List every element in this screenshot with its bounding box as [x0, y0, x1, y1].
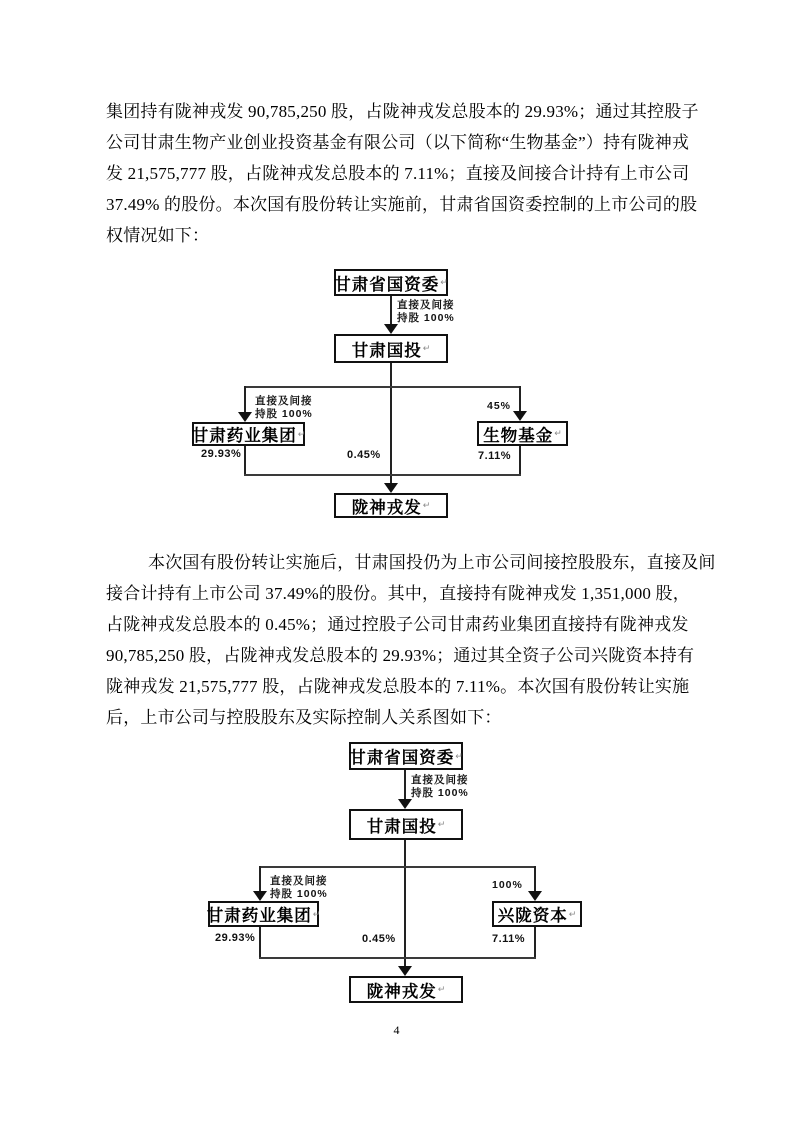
arrow-down-icon	[528, 891, 542, 901]
diagram-ownership-before	[0, 269, 793, 519]
connector-line	[244, 386, 246, 412]
connector-line	[390, 296, 392, 324]
connector-line	[244, 386, 521, 388]
org-box-longshen-rongfa	[334, 493, 448, 518]
org-box-gansu-sasac	[349, 742, 463, 770]
org-box-label: 甘肃省国资委	[349, 749, 455, 767]
return-mark-icon: ↵	[554, 428, 562, 438]
arrow-down-icon	[253, 891, 267, 901]
return-mark-icon: ↵	[437, 984, 446, 994]
edge-label-line: 直接及间接	[270, 875, 328, 887]
connector-line	[259, 866, 536, 868]
org-box-pharma-group	[208, 901, 319, 927]
edge-label-line: 45%	[487, 400, 512, 412]
return-mark-icon: ↵	[437, 819, 446, 829]
text-line: 公司甘肃生物产业创业投资基金有限公司（以下简称“生物基金”）持有陇神戎	[106, 133, 690, 152]
text-line: 本次国有股份转让实施后，甘肃国投仍为上市公司间接控股股东，直接及间	[148, 553, 716, 572]
pct-label-center: 0.45%	[347, 449, 381, 461]
connector-line	[404, 840, 406, 966]
org-box-longshen-rongfa	[349, 976, 463, 1003]
return-mark-icon: ↵	[455, 750, 463, 761]
text-line: 权情况如下：	[106, 226, 210, 245]
text-line: 集团持有陇神戎发 90,785,250 股，占陇神戎发总股本的 29.93%；通过其控股子	[106, 102, 699, 121]
edge-label-line: 直接及间接	[397, 299, 455, 311]
arrow-down-icon	[384, 324, 398, 334]
edge-label-holding-left	[255, 395, 313, 421]
connector-line	[519, 386, 521, 411]
connector-line	[244, 474, 521, 476]
arrow-down-icon	[238, 412, 252, 422]
edge-label-line: 持股 100%	[255, 408, 313, 420]
edge-label-line: 持股 100%	[411, 787, 469, 799]
text-line: 陇神戎发 21,575,777 股，占陇神戎发总股本的 7.11%。本次国有股份转让实施	[106, 677, 690, 696]
edge-label-holding-right	[492, 879, 523, 892]
org-box-label: 甘肃国投	[366, 817, 437, 836]
org-box-pharma-group	[192, 422, 305, 446]
pct-label-right: 7.11%	[492, 933, 526, 945]
org-box-label: 生物基金	[483, 426, 554, 445]
edge-label-controller-holding	[397, 299, 455, 325]
connector-line	[534, 927, 536, 957]
arrow-down-icon	[384, 483, 398, 493]
text-line: 90,785,250 股，占陇神戎发总股本的 29.93%；通过其全资子公司兴陇资本持有	[106, 646, 695, 665]
arrow-down-icon	[513, 411, 527, 421]
org-box-label: 甘肃国投	[351, 341, 422, 360]
org-box-label: 陇神戎发	[366, 982, 437, 1001]
text-line: 占陇神戎发总股本的 0.45%；通过控股子公司甘肃药业集团直接持有陇神戎发	[106, 615, 689, 634]
text-line: 后，上市公司与控股股东及实际控制人关系图如下：	[106, 708, 502, 727]
edge-label-controller-holding	[411, 774, 469, 800]
connector-line	[390, 363, 392, 483]
org-box-gansu-guotou	[349, 809, 463, 840]
org-box-bio-fund	[477, 421, 568, 446]
edge-label-line: 持股 100%	[397, 312, 455, 324]
return-mark-icon: ↵	[440, 277, 448, 287]
org-box-label: 兴陇资本	[497, 907, 568, 925]
return-mark-icon: ↵	[297, 428, 306, 439]
pct-label-left: 29.93%	[201, 448, 242, 460]
return-mark-icon: ↵	[568, 908, 577, 919]
edge-label-line: 持股 100%	[270, 888, 328, 900]
connector-line	[259, 957, 536, 959]
connector-line	[534, 866, 536, 891]
return-mark-icon: ↵	[312, 908, 321, 919]
pct-label-left: 29.93%	[215, 932, 256, 944]
return-mark-icon: ↵	[422, 343, 431, 353]
edge-label-line: 直接及间接	[255, 395, 313, 407]
org-box-label: 甘肃药业集团	[206, 907, 312, 925]
page-number: 4	[393, 1023, 400, 1037]
text-line: 发 21,575,777 股，占陇神戎发总股本的 7.11%；直接及间接合计持有上市公司	[106, 164, 690, 183]
arrow-down-icon	[398, 799, 412, 809]
org-box-label: 甘肃省国资委	[334, 275, 440, 294]
org-box-gansu-guotou	[334, 334, 448, 363]
text-line: 37.49% 的股份。本次国有股份转让实施前，甘肃省国资委控制的上市公司的股	[106, 195, 698, 214]
diagram-ownership-after	[0, 742, 793, 1004]
connector-line	[244, 446, 246, 474]
return-mark-icon: ↵	[422, 500, 431, 510]
paragraph-shareholding-before	[106, 96, 699, 251]
edge-label-line: 直接及间接	[411, 774, 469, 786]
org-box-label: 甘肃药业集团	[191, 427, 297, 445]
pct-label-right: 7.11%	[478, 450, 512, 462]
connector-line	[404, 770, 406, 799]
connector-line	[519, 446, 521, 474]
edge-label-holding-left	[270, 875, 328, 901]
edge-label-holding-right	[487, 400, 511, 413]
connector-line	[259, 866, 261, 891]
text-line: 接合计持有上市公司 37.49%的股份。其中，直接持有陇神戎发 1,351,000 股，	[106, 584, 690, 603]
connector-line	[259, 927, 261, 957]
org-box-label: 陇神戎发	[351, 498, 422, 517]
arrow-down-icon	[398, 966, 412, 976]
pct-label-center: 0.45%	[362, 933, 396, 945]
org-box-gansu-sasac	[334, 269, 448, 296]
paragraph-shareholding-after	[106, 547, 716, 733]
edge-label-line: 100%	[492, 879, 523, 891]
org-box-xinglong-capital	[492, 901, 582, 927]
